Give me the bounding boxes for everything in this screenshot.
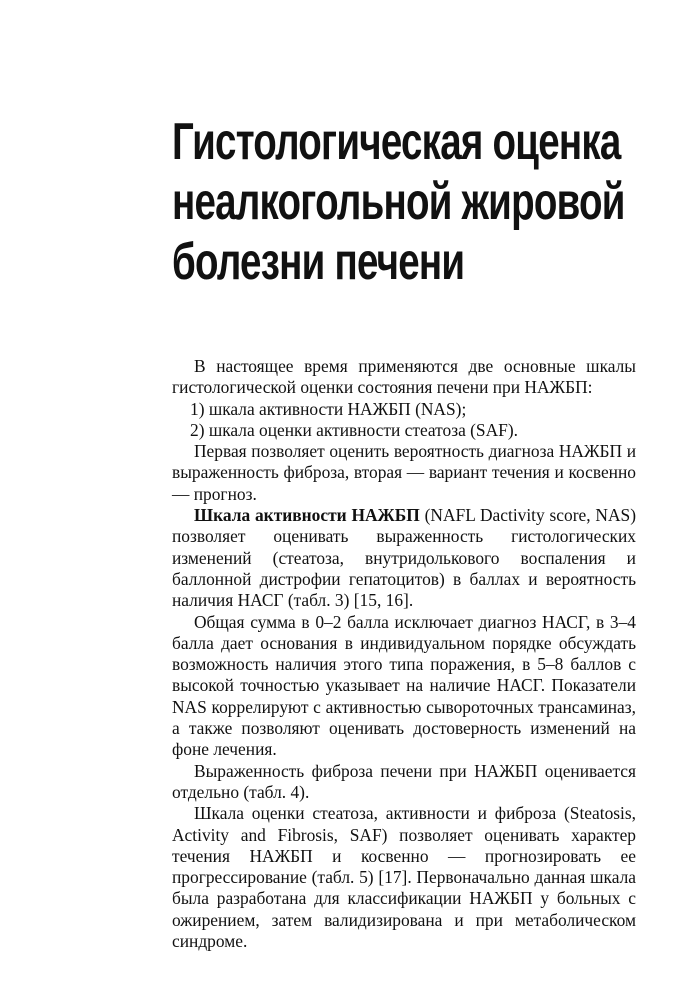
list-item-saf: 2) шкала оценки активности стеатоза (SAF).	[190, 419, 518, 440]
nas-bold-term: Шкала активности НАЖБП	[194, 505, 420, 526]
paragraph-intro: В настоящее время применяются две основные шкалы гистологической оценки состояния печени при НАЖБП:	[172, 356, 636, 398]
chapter-title	[172, 112, 646, 292]
paragraph-saf: Шкала оценки стеатоза, активности и фиброза (Steatosis, Activity and Fibrosis, SAF) позволяет оценивать характер течения НАЖБП и косвенно — прогнозировать ее прогрессирование (табл. 5) [17]. Первоначально данная шкала была разработана для классификации НАЖБП у больных с ожирением, затем валидизирована и при метаболическом синдроме.	[172, 803, 636, 952]
nas-description: (NAFL Dactivity score, NAS) позволяет оценивать выраженность гистологических изменений (стеатоза, внутридолькового воспаления и баллонной дистрофии гепатоцитов) в баллах и вероятность наличия НАСГ (табл. 3) [15, 16].	[172, 505, 636, 611]
paragraph-nas	[172, 505, 636, 611]
paragraph-first-scale: Первая позволяет оценить вероятность диагноза НАЖБП и выраженность фиброза, вторая — вариант течения и косвенно — прогноз.	[172, 441, 636, 504]
title-line-3: болезни печени	[172, 233, 465, 291]
paragraph-score: Общая сумма в 0–2 балла исключает диагноз НАСГ, в 3–4 балла дает основания в индивидуальном порядке обсуждать возможность наличия этого типа поражения, в 5–8 баллов с высокой точностью указывает на наличие НАСГ. Показатели NAS коррелируют с активностью сывороточных трансаминаз, а также позволяют оценивать достоверность изменений на фоне лечения.	[172, 611, 636, 760]
paragraph-fibrosis: Выраженность фиброза печени при НАЖБП оценивается отдельно (табл. 4).	[172, 760, 636, 802]
title-line-2: неалкогольной жировой	[172, 173, 625, 231]
body-text	[172, 356, 636, 952]
list-item-nas: 1) шкала активности НАЖБП (NAS);	[190, 398, 467, 419]
title-line-1: Гистологическая оценка	[172, 113, 621, 171]
